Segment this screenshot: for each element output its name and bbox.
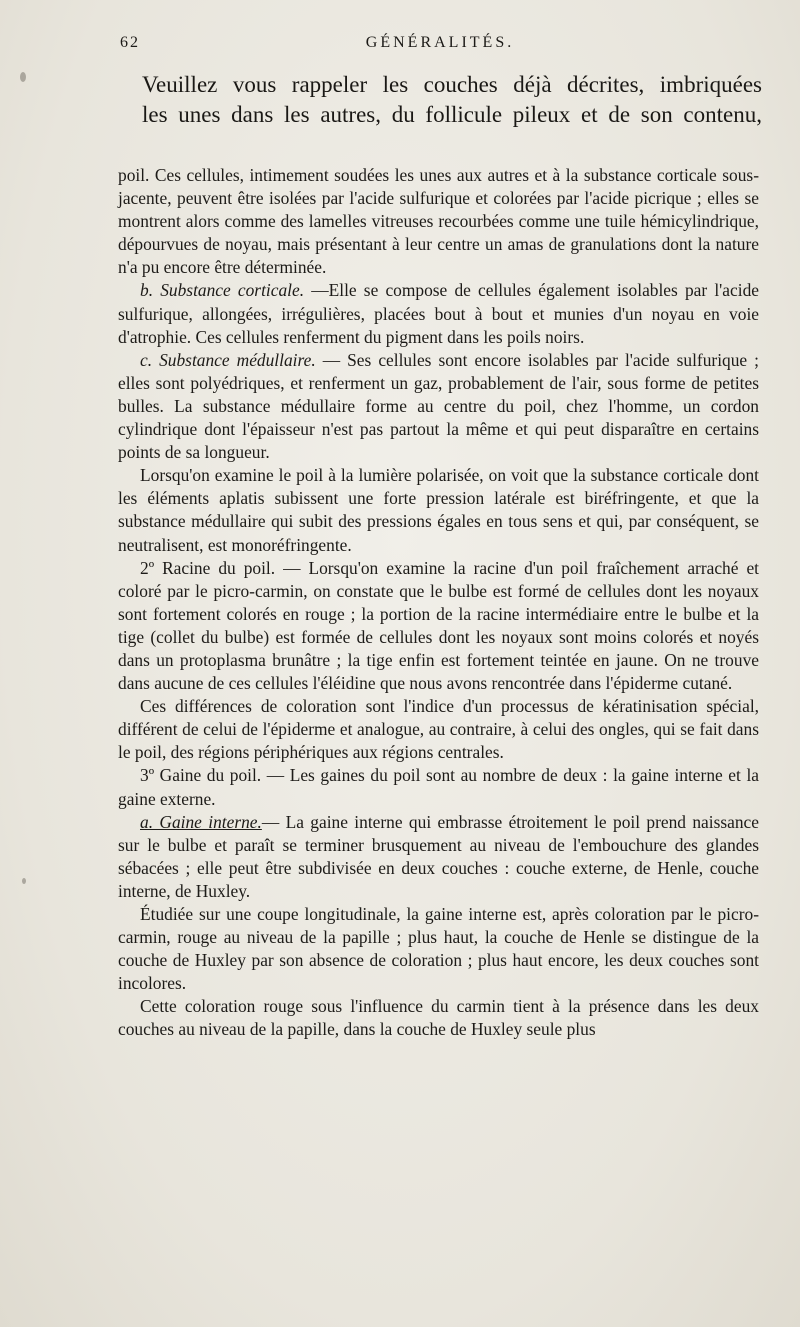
paragraph-p6 bbox=[118, 695, 759, 764]
paragraph-p8 bbox=[118, 811, 759, 903]
section-label: b. Substance corticale. bbox=[140, 280, 305, 301]
paragraph-text: —Elle se compose de cellules également isolables par l'acide sulfurique, allongées, irrégulières, placées bout à bout et munies d'un noyau en voie d'atrophie. Ces cellules renferment du pigment dans les poils noirs. bbox=[118, 280, 759, 347]
paper-speck bbox=[20, 72, 26, 82]
paragraph-p3 bbox=[118, 349, 759, 464]
paragraph-text: — La gaine interne qui embrasse étroitement le poil prend naissance sur le bulbe et paraît se terminer brusquement au niveau de l'embouchure des glandes sébacées ; elle peut être subdivisée en deux couches : couche externe, de Henle, couche interne, de Huxley. bbox=[118, 811, 759, 901]
paragraph-text: poil. Ces cellules, intimement soudées les unes aux autres et à la substance corticale sous-jacente, peuvent être isolées par l'acide sulfurique et colorées par l'acide picrique ; elles se montrent alors comme des lamelles vitreuses recourbées comme une tuile hémicylindrique, dépourvues de noyau, mais présentant à leur centre un amas de granulations dont la nature n'a pu encore être déterminée. bbox=[118, 165, 759, 278]
paragraph-text: 3º Gaine du poil. — Les gaines du poil sont au nombre de deux : la gaine interne et la gaine externe. bbox=[118, 765, 759, 809]
page-number: 62 bbox=[120, 34, 140, 51]
paragraph-text: — Ses cellules sont encore isolables par l'acide sulfurique ; elles sont polyédriques, et renferment un gaz, probablement de l'air, sous forme de petites bulles. La substance médullaire forme au centre du poil, chez l'homme, un cordon cylindrique dont l'épaisseur n'est pas partout la même et qui peut disparaître en certains points de sa longueur. bbox=[118, 349, 759, 463]
paragraph-p9 bbox=[118, 903, 759, 995]
paper-speck bbox=[22, 878, 26, 884]
section-label: a. Gaine interne. bbox=[140, 811, 262, 832]
paragraph-text: Lorsqu'on examine le poil à la lumière polarisée, on voit que la substance corticale dont les éléments aplatis subissent une forte pression latérale est biréfringente, et que la substance médullaire qui subit des pressions égales en tous sens et qui, par conséquent, se neutralisent, est monoréfringente. bbox=[118, 465, 759, 555]
page-header bbox=[120, 34, 760, 58]
paragraph-p2 bbox=[118, 279, 759, 348]
overlay-line-1: Veuillez vous rappeler les couches déjà décrites, imbriquées bbox=[142, 72, 762, 97]
paragraph-text: Cette coloration rouge sous l'influence du carmin tient à la présence dans les deux couches au niveau de la papille, dans la couche de Huxley seule plus bbox=[118, 996, 759, 1040]
paragraph-text: Ces différences de coloration sont l'indice d'un processus de kératinisation spécial, différent de celui de l'épiderme et analogue, au contraire, à celui des ongles, qui se fait dans le poil, des régions périphériques aux régions centrales. bbox=[118, 696, 759, 763]
paragraph-p10 bbox=[118, 995, 759, 1041]
paragraph-text: 2º Racine du poil. — Lorsqu'on examine la racine d'un poil fraîchement arraché et coloré par le picro-carmin, on constate que le bulbe est formé de cellules dont les noyaux sont fortement colorés en rouge ; la portion de la racine intermédiaire entre le bulbe et la tige (collet du bulbe) est formée de cellules dont les noyaux sont moins colorés et noyés dans un protoplasma brunâtre ; la tige enfin est fortement teintée en jaune. On ne trouve dans aucune de ces cellules l'éléidine que nous avons rencontrée dans l'épiderme cutané. bbox=[118, 557, 759, 694]
body-text bbox=[118, 164, 759, 1042]
paragraph-p1 bbox=[118, 164, 759, 279]
overlay-caption bbox=[142, 70, 762, 130]
paragraph-p4 bbox=[118, 464, 759, 556]
overlay-line-2: les unes dans les autres, du follicule pileux et de son contenu, bbox=[142, 102, 762, 127]
paragraph-text: Étudiée sur une coupe longitudinale, la gaine interne est, après coloration par le picro-carmin, rouge au niveau de la papille ; plus haut, la couche de Henle se distingue de la couche de Huxley par son absence de coloration ; plus haut encore, les deux couches sont incolores. bbox=[118, 904, 759, 994]
section-label: c. Substance médullaire. bbox=[140, 349, 316, 370]
paragraph-p7 bbox=[118, 764, 759, 810]
running-head: GÉNÉRALITÉS. bbox=[365, 34, 515, 51]
paragraph-p5 bbox=[118, 557, 759, 696]
